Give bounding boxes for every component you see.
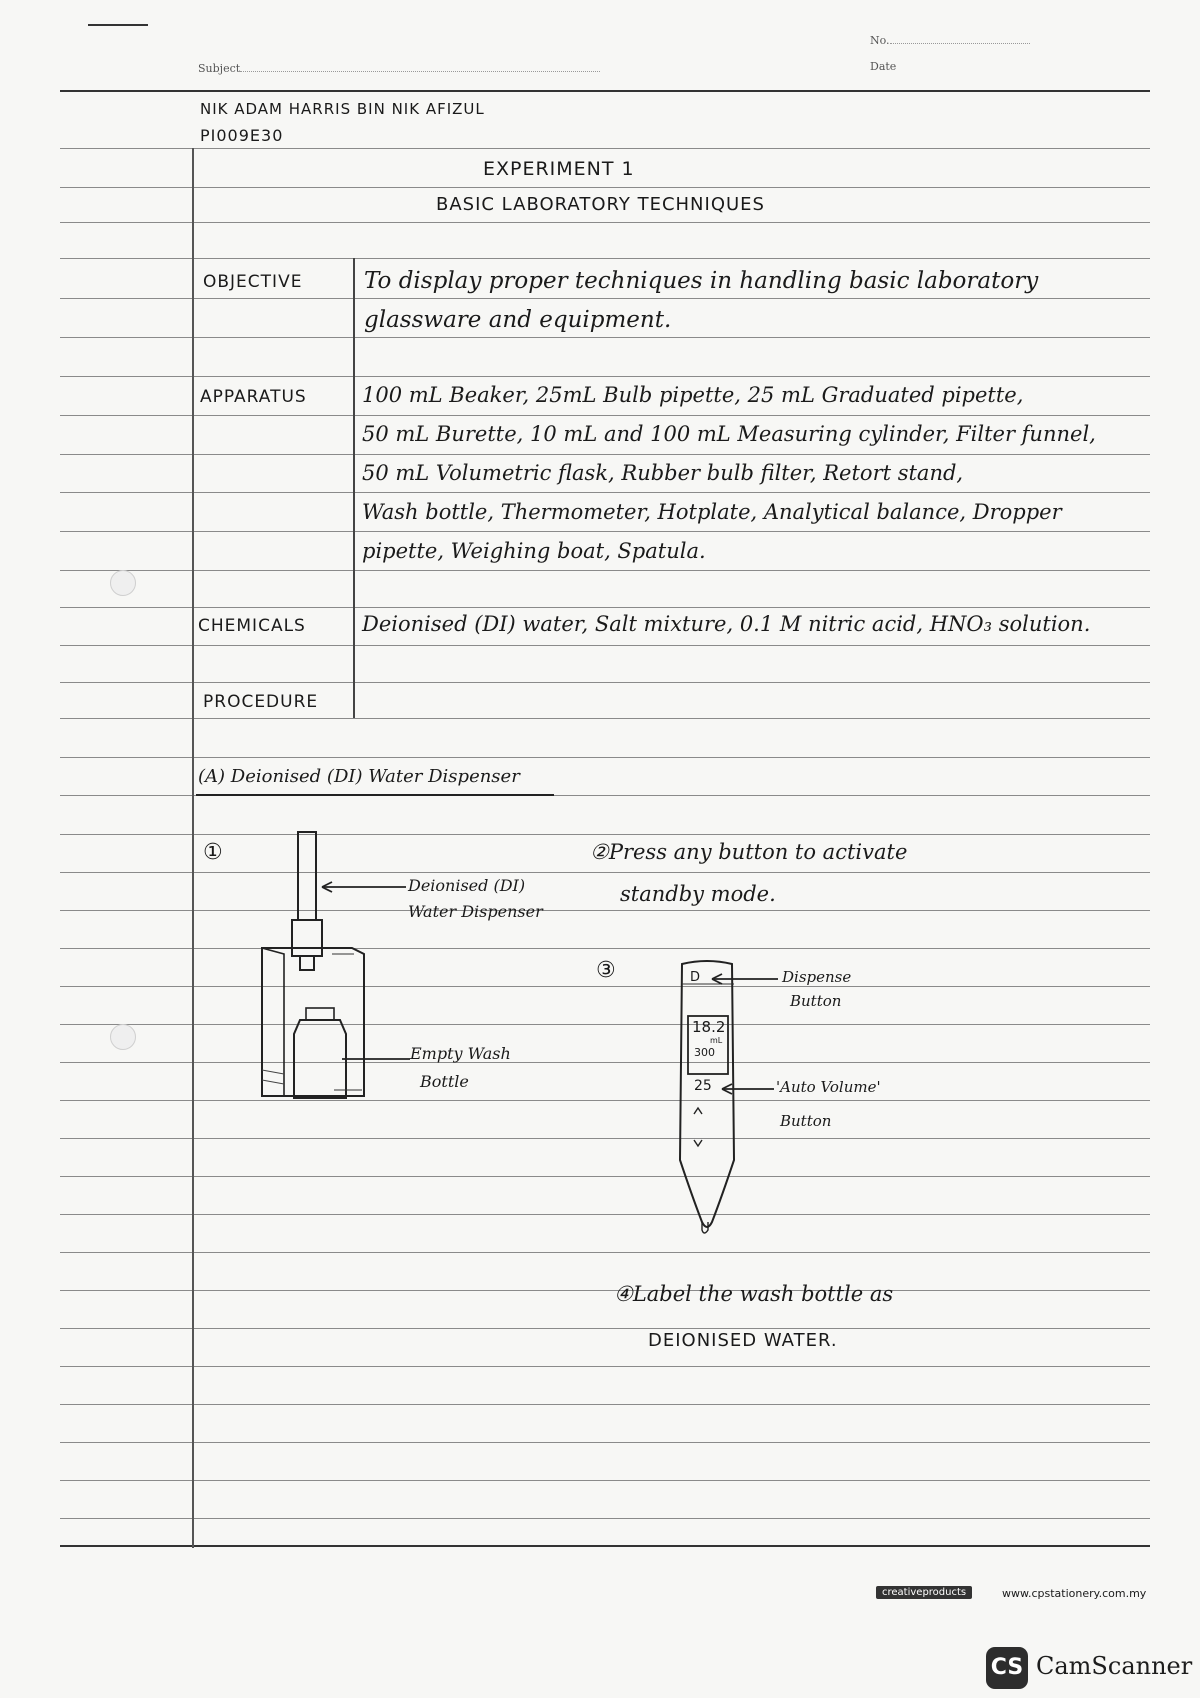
- rule-line: [60, 872, 1150, 873]
- rule-line: [60, 492, 1150, 493]
- rule-line: [60, 1214, 1150, 1215]
- display-small: 300: [694, 1046, 715, 1059]
- rule-line: [60, 1480, 1150, 1481]
- rule-line: [60, 258, 1150, 259]
- rule-line: [60, 834, 1150, 835]
- experiment-title: BASIC LABORATORY TECHNIQUES: [436, 194, 765, 215]
- student-name: NIK ADAM HARRIS BIN NIK AFIZUL: [200, 100, 485, 118]
- arrow-to-bottle: [342, 1056, 410, 1062]
- apparatus-line: Wash bottle, Thermometer, Hotplate, Analytical balance, Dropper: [362, 500, 1062, 524]
- step4-line1: ④Label the wash bottle as: [614, 1282, 894, 1306]
- display-unit: mL: [710, 1036, 723, 1045]
- no-label: No.: [870, 34, 890, 47]
- rule-line: [60, 1176, 1150, 1177]
- column-divider: [353, 258, 355, 718]
- rule-line: [60, 682, 1150, 683]
- rule-line: [60, 910, 1150, 911]
- rule-line: [60, 1442, 1150, 1443]
- brand-text: creativeproducts: [882, 1587, 967, 1598]
- apparatus-line: 50 mL Volumetric flask, Rubber bulb filter, Retort stand,: [362, 461, 964, 485]
- rule-line: [60, 222, 1150, 223]
- rule-line: [60, 1062, 1150, 1063]
- corner-mark: [88, 24, 148, 26]
- display-value: 18.2: [692, 1018, 726, 1036]
- apparatus-line: pipette, Weighing boat, Spatula.: [362, 539, 706, 563]
- rule-line: [60, 570, 1150, 571]
- chemicals-heading: CHEMICALS: [198, 616, 306, 636]
- no-field: [870, 34, 1030, 47]
- punch-hole: [110, 1024, 136, 1050]
- rule-line: [60, 187, 1150, 188]
- rule-line: [60, 454, 1150, 455]
- rule-line: [60, 1290, 1150, 1291]
- objective-heading: OBJECTIVE: [203, 272, 303, 292]
- label-dispense-line1: Dispense: [782, 968, 852, 986]
- objective-line: To display proper techniques in handling basic laboratory: [364, 268, 1039, 294]
- water-dispenser-drawing: [254, 830, 394, 1110]
- brand-logo: [876, 1586, 972, 1599]
- punch-hole: [110, 570, 136, 596]
- rule-line: [60, 986, 1150, 987]
- rule-line: [60, 1138, 1150, 1139]
- bottom-rule: [60, 1545, 1150, 1547]
- rule-line: [60, 607, 1150, 608]
- label-dispenser-line2: Water Dispenser: [408, 902, 543, 921]
- arrow-to-dispenser: [318, 880, 408, 894]
- arrow-to-auto-button: [720, 1082, 776, 1096]
- rule-line: [60, 376, 1150, 377]
- rule-line: [60, 645, 1150, 646]
- margin-line: [192, 148, 194, 1548]
- label-bottle-line1: Empty Wash: [410, 1044, 511, 1063]
- objective-line: glassware and equipment.: [364, 307, 672, 333]
- rule-line: [60, 1328, 1150, 1329]
- apparatus-line: 100 mL Beaker, 25mL Bulb pipette, 25 mL Graduated pipette,: [362, 383, 1024, 407]
- rule-line: [60, 948, 1150, 949]
- rule-line: [60, 718, 1150, 719]
- dispense-button-glyph: D: [690, 970, 701, 985]
- step4-line2: DEIONISED WATER.: [648, 1330, 838, 1351]
- rule-line: [60, 415, 1150, 416]
- label-auto-line2: Button: [780, 1112, 832, 1130]
- rule-line: [60, 531, 1150, 532]
- apparatus-heading: APPARATUS: [200, 387, 307, 407]
- step2-line1: ②Press any button to activate: [590, 840, 908, 864]
- auto-volume-value: 25: [694, 1078, 712, 1094]
- experiment-number: EXPERIMENT 1: [483, 158, 635, 180]
- camscanner-badge: CS: [986, 1647, 1028, 1689]
- rule-line: [60, 148, 1150, 149]
- label-bottle-line2: Bottle: [420, 1072, 469, 1091]
- date-label: Date: [870, 60, 897, 73]
- rule-line: [60, 1518, 1150, 1519]
- procedure-heading: PROCEDURE: [203, 692, 319, 712]
- rule-line: [60, 1252, 1150, 1253]
- camscanner-name: CamScanner: [1036, 1652, 1193, 1680]
- student-id: PI009E30: [200, 126, 284, 145]
- header-rule: [60, 90, 1150, 92]
- step3-number: ③: [596, 958, 616, 983]
- chemicals-line: Deionised (DI) water, Salt mixture, 0.1 M nitric acid, HNO₃ solution.: [362, 612, 1091, 636]
- rule-line: [60, 757, 1150, 758]
- rule-line: [60, 1100, 1150, 1101]
- dispenser-handset-drawing: [672, 960, 742, 1240]
- apparatus-line: 50 mL Burette, 10 mL and 100 mL Measuring cylinder, Filter funnel,: [362, 422, 1096, 446]
- subject-field: [198, 62, 600, 75]
- rule-line: [60, 1366, 1150, 1367]
- rule-line: [60, 337, 1150, 338]
- arrow-to-dispense-button: [710, 972, 780, 986]
- rule-line: [60, 1024, 1150, 1025]
- date-field: [870, 60, 896, 73]
- subject-label: Subject: [198, 62, 241, 75]
- step1-number: ①: [203, 840, 223, 865]
- rule-line: [60, 1404, 1150, 1405]
- label-auto-line1: 'Auto Volume': [776, 1078, 881, 1096]
- brand-url: www.cpstationery.com.my: [1002, 1587, 1147, 1600]
- part-a-title: (A) Deionised (DI) Water Dispenser: [198, 766, 520, 787]
- rule-line: [60, 298, 1150, 299]
- step2-line2: standby mode.: [620, 882, 776, 906]
- part-a-underline: [196, 794, 554, 796]
- label-dispense-line2: Button: [790, 992, 842, 1010]
- label-dispenser-line1: Deionised (DI): [408, 876, 526, 895]
